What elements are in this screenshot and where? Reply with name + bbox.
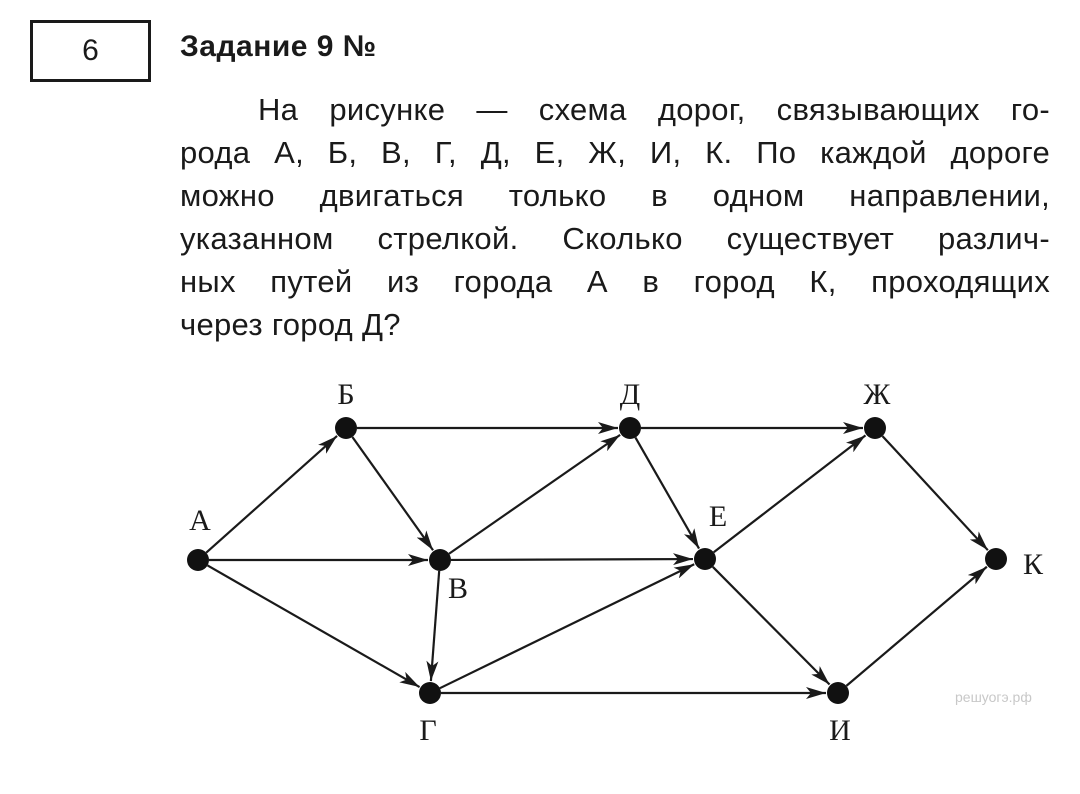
node-b xyxy=(335,417,357,439)
task-text-line: рода А, Б, В, Г, Д, Е, Ж, И, К. По каждой дороге xyxy=(180,135,1050,170)
edge-v-e xyxy=(451,559,693,560)
task-text-line: можно двигаться только в одном направлении, xyxy=(180,178,1050,213)
task-text-line: На рисунке — схема дорог, связывающих го- xyxy=(258,92,1050,127)
edge-b-v xyxy=(352,437,433,550)
node-k xyxy=(985,548,1007,570)
edge-e-zh xyxy=(714,435,866,552)
edge-zh-k xyxy=(882,436,987,550)
task-text-line: ных путей из города А в город К, проходящих xyxy=(180,264,1050,299)
edge-v-g xyxy=(431,571,439,681)
edge-v-d xyxy=(449,435,620,554)
node-i xyxy=(827,682,849,704)
task-text-line: указанном стрелкой. Сколько существует различ- xyxy=(180,221,1050,256)
node-a xyxy=(187,549,209,571)
task-text-line: через город Д? xyxy=(180,307,401,342)
node-zh xyxy=(864,417,886,439)
node-g xyxy=(419,682,441,704)
node-label-e: Е xyxy=(708,500,728,533)
node-d xyxy=(619,417,641,439)
watermark: решуогэ.рф xyxy=(955,689,1032,705)
node-label-g: Г xyxy=(419,714,437,747)
node-label-d: Д xyxy=(619,378,641,411)
edges-layer xyxy=(206,428,988,693)
node-label-i: И xyxy=(829,714,851,747)
node-label-zh: Ж xyxy=(863,378,891,411)
node-label-b: Б xyxy=(337,378,355,411)
edge-g-e xyxy=(440,564,694,688)
edge-a-g xyxy=(208,565,420,687)
node-label-k: К xyxy=(1022,548,1044,581)
edge-i-k xyxy=(846,567,986,686)
edge-e-i xyxy=(713,567,830,685)
node-label-v: В xyxy=(447,572,469,605)
labels-layer xyxy=(189,378,1044,747)
node-label-a: А xyxy=(189,504,211,537)
node-e xyxy=(694,548,716,570)
edge-d-e xyxy=(635,438,699,549)
task-title-text: Задание 9 № xyxy=(180,30,377,63)
task-number: 6 xyxy=(82,34,99,67)
node-v xyxy=(429,549,451,571)
edge-a-b xyxy=(206,436,337,553)
